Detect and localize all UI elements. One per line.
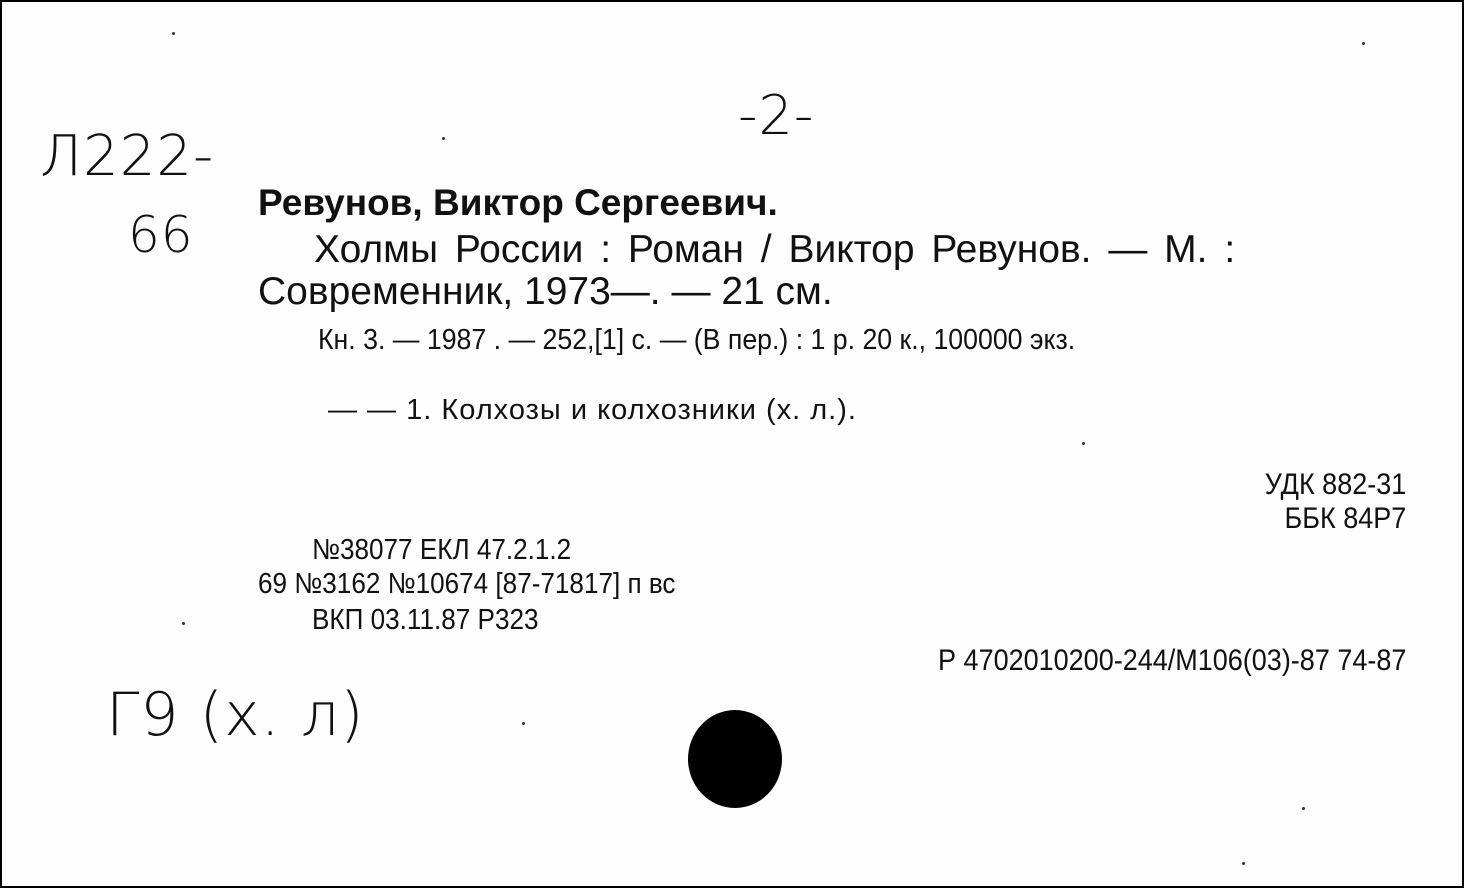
author-heading: Ревунов, Виктор Сергеевич. <box>258 182 778 223</box>
speck <box>1082 442 1085 445</box>
speck <box>522 722 525 725</box>
speck <box>182 622 185 625</box>
technical-line-3: ВКП 03.11.87 Р323 <box>312 604 539 636</box>
publication-code: Р 4702010200-244/М106(03)-87 74-87 <box>937 644 1406 677</box>
speck <box>1302 807 1305 810</box>
subject-heading: — — 1. Колхозы и колхозники (х. л.). <box>328 394 857 426</box>
technical-line-1: №38077 ЕКЛ 47.2.1.2 <box>312 534 572 566</box>
speck <box>1242 862 1245 865</box>
publication-statement: Современник, 1973—. — 21 см. <box>258 270 833 313</box>
handwritten-call-number-line1: Л222- <box>40 124 215 189</box>
speck <box>1362 42 1365 45</box>
volume-description: Кн. 3. — 1987 . — 252,[1] с. — (В пер.) : 1 р. 20 к., 100000 экз. <box>318 324 1076 356</box>
punch-hole <box>688 710 782 808</box>
speck <box>172 32 175 35</box>
title-statement: Холмы России : Роман / Виктор Ревунов. — М. : <box>314 228 1236 271</box>
technical-line-2: 69 №3162 №10674 [87-71817] п вс <box>258 568 676 600</box>
bbk-code: ББК 84Р7 <box>1284 502 1406 535</box>
udk-code: УДК 882-31 <box>1264 468 1406 501</box>
handwritten-call-number-line2: 66 <box>128 206 194 264</box>
handwritten-page-mark: -2- <box>738 84 815 147</box>
speck <box>442 137 445 140</box>
handwritten-subject-note: Г9 (х. л) <box>106 680 365 750</box>
